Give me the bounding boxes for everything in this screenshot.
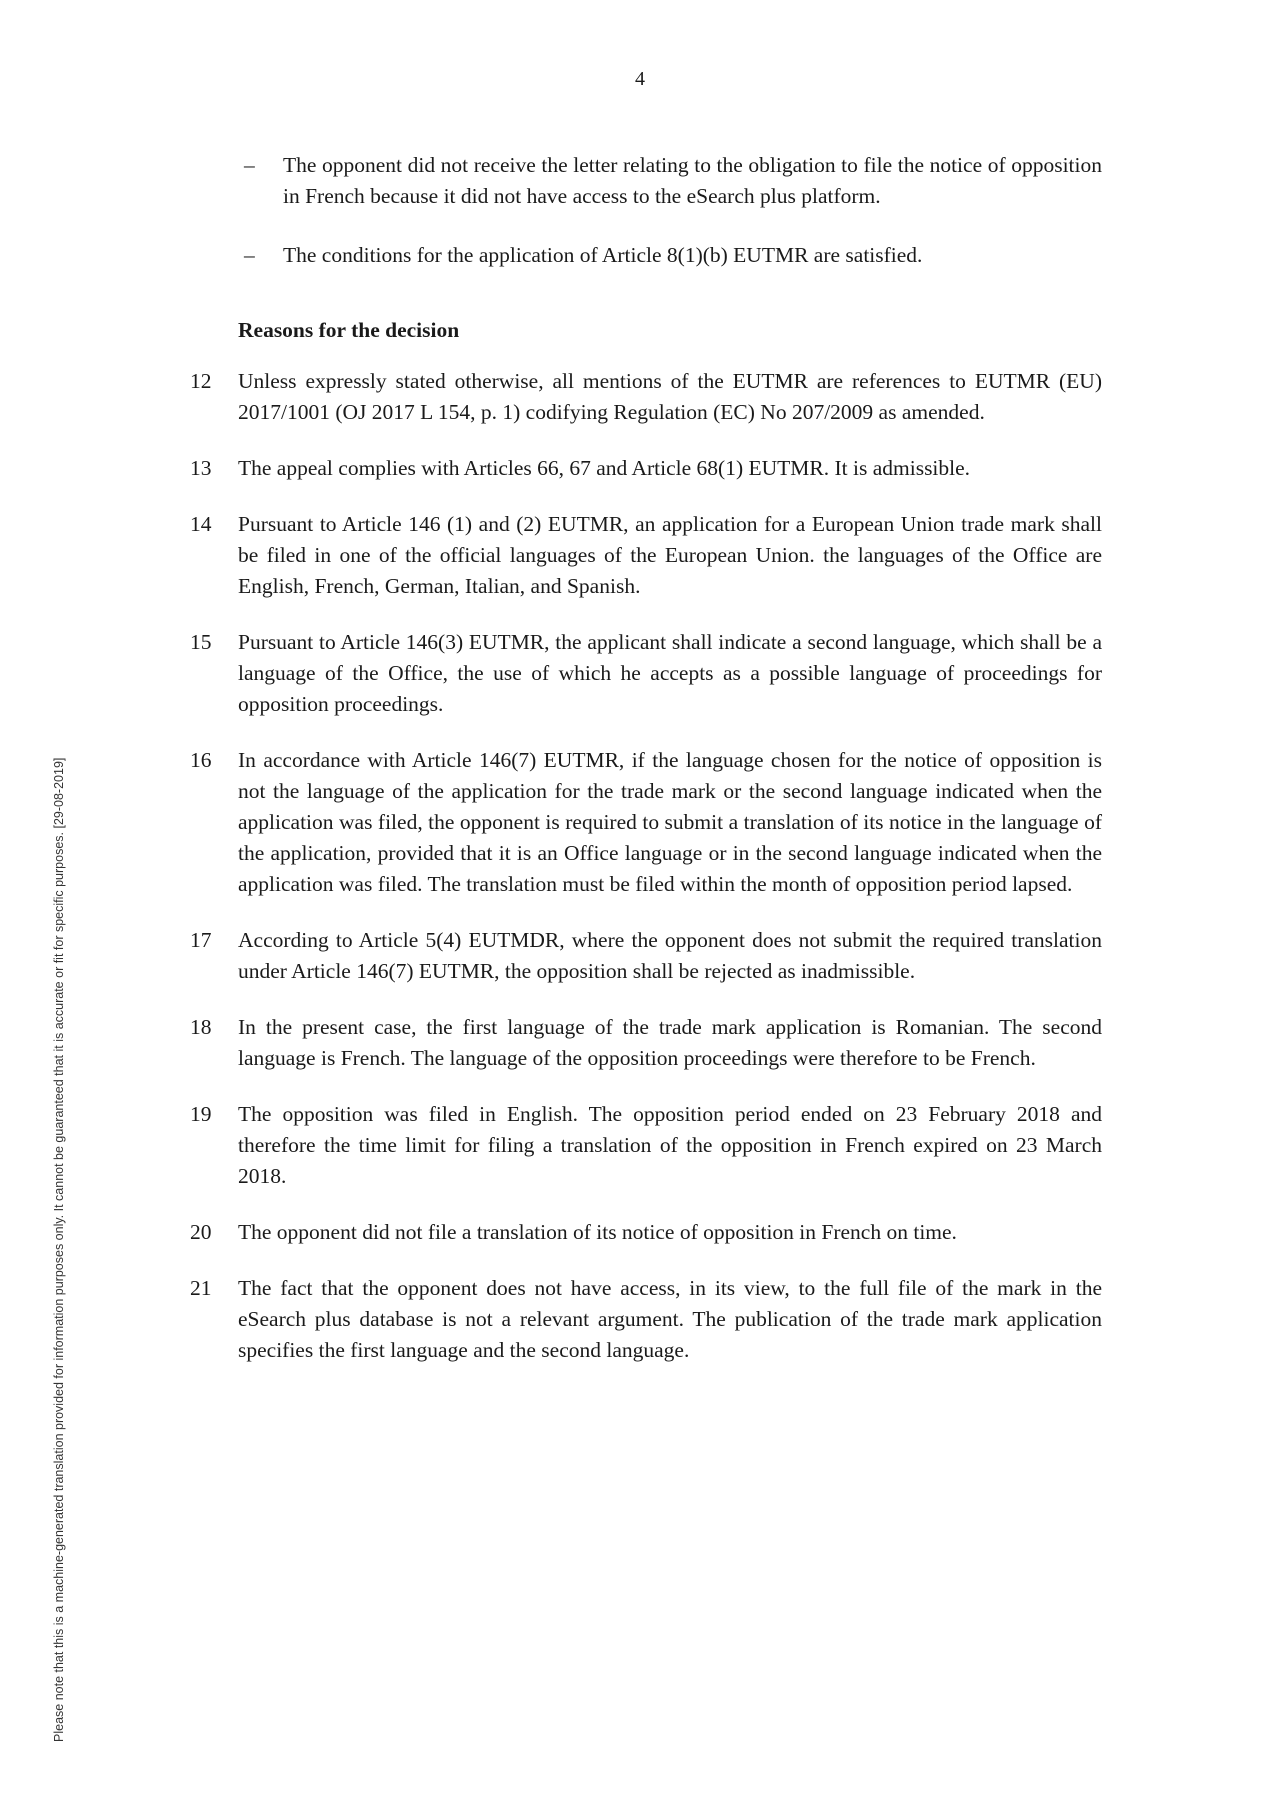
numbered-paragraph [190, 1217, 1102, 1248]
bullet-item [238, 150, 1102, 212]
bullet-item [238, 240, 1102, 271]
paragraph-text: Pursuant to Article 146 (1) and (2) EUTMR, an application for a European Union trade mark shall be filed in one of the official languages of the European Union. the languages of the Office are English, French, German, Italian, and Spanish. [238, 512, 1102, 598]
section-heading: Reasons for the decision [238, 318, 460, 342]
numbered-paragraph [190, 925, 1102, 987]
paragraph-text: Unless expressly stated otherwise, all mentions of the EUTMR are references to EUTMR (EU) 2017/1001 (OJ 2017 L 154, p. 1) codifying Regulation (EC) No 207/2009 as amended. [238, 369, 1102, 424]
paragraph-text: According to Article 5(4) EUTMDR, where the opponent does not submit the required translation under Article 146(7) EUTMR, the opposition shall be rejected as inadmissible. [238, 928, 1102, 983]
numbered-paragraph [190, 1012, 1102, 1074]
paragraph-number: 14 [190, 512, 212, 536]
paragraph-number: 18 [190, 1015, 212, 1039]
paragraph-text: In the present case, the first language of the trade mark application is Romanian. The second language is French. The language of the opposition proceedings were therefore to be French. [238, 1015, 1102, 1070]
paragraph-number: 15 [190, 630, 212, 654]
page-number: 4 [635, 68, 645, 90]
document-body [190, 150, 1102, 1391]
paragraph-number: 19 [190, 1102, 212, 1126]
paragraph-number: 12 [190, 369, 212, 393]
machine-translation-disclaimer: Please note that this is a machine-generated translation provided for information purposes only. It cannot be guaranteed that it is accurate or fit for specific purposes. [29-08-2019] [52, 757, 66, 1742]
paragraph-number: 16 [190, 748, 212, 772]
bullet-text: The conditions for the application of Article 8(1)(b) EUTMR are satisfied. [283, 243, 923, 267]
paragraph-text: Pursuant to Article 146(3) EUTMR, the applicant shall indicate a second language, which shall be a language of the Office, the use of which he accepts as a possible language of proceedings for opposition proceedings. [238, 630, 1102, 716]
paragraph-number: 20 [190, 1220, 212, 1244]
bullet-text: The opponent did not receive the letter relating to the obligation to file the notice of opposition in French because it did not have access to the eSearch plus platform. [283, 153, 1102, 208]
numbered-paragraph [190, 627, 1102, 720]
numbered-paragraph [190, 1273, 1102, 1366]
numbered-paragraph [190, 366, 1102, 428]
bullet-dash: – [244, 243, 255, 267]
numbered-paragraph [190, 745, 1102, 900]
paragraph-text: The opponent did not file a translation of its notice of opposition in French on time. [238, 1220, 957, 1244]
paragraph-number: 13 [190, 456, 212, 480]
paragraph-text: In accordance with Article 146(7) EUTMR, if the language chosen for the notice of opposition is not the language of the application for the trade mark or the second language indicated when the application was filed, the opponent is required to submit a translation of its notice in the language of the application, provided that it is an Office language or in the second language indicated when the application was filed. The translation must be filed within the month of opposition period lapsed. [238, 748, 1102, 896]
numbered-paragraph [190, 453, 1102, 484]
paragraph-number: 17 [190, 928, 212, 952]
paragraph-text: The opposition was filed in English. The opposition period ended on 23 February 2018 and therefore the time limit for filing a translation of the opposition in French expired on 23 March 2018. [238, 1102, 1102, 1188]
paragraph-number: 21 [190, 1276, 212, 1300]
bullet-dash: – [244, 153, 255, 177]
paragraph-text: The appeal complies with Articles 66, 67 and Article 68(1) EUTMR. It is admissible. [238, 456, 971, 480]
numbered-paragraph [190, 1099, 1102, 1192]
paragraph-text: The fact that the opponent does not have access, in its view, to the full file of the mark in the eSearch plus database is not a relevant argument. The publication of the trade mark application specifies the first language and the second language. [238, 1276, 1102, 1362]
numbered-paragraph [190, 509, 1102, 602]
